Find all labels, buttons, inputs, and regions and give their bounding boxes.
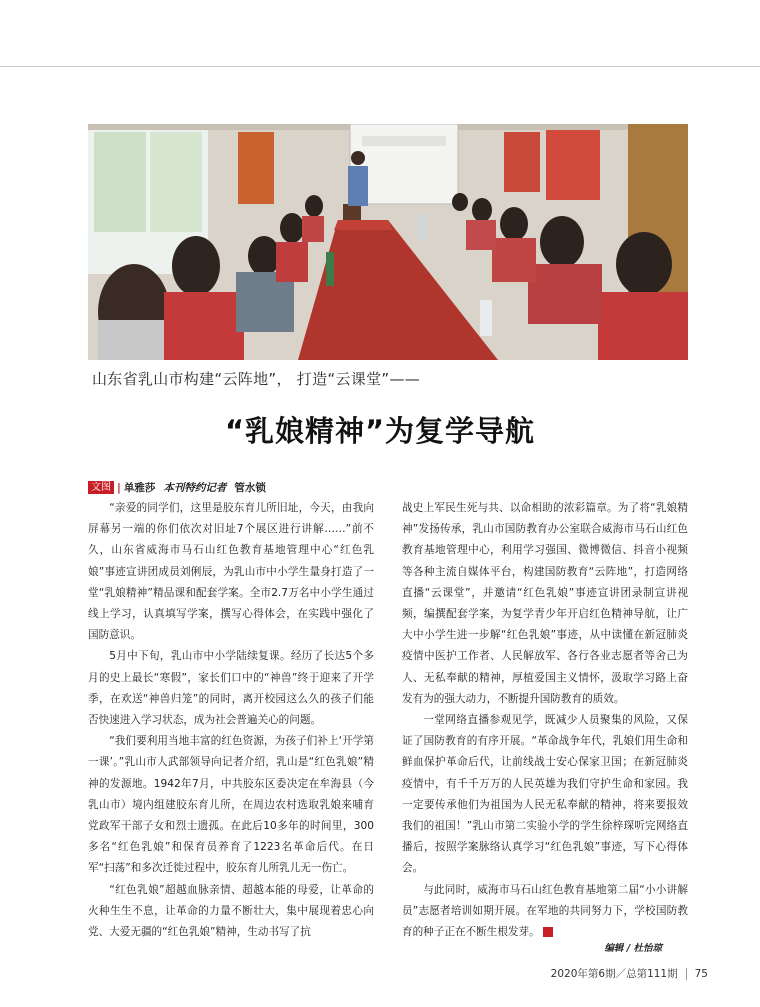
classroom-photo-illustration <box>88 124 688 360</box>
paragraph: “亲爱的同学们，这里是胶东育儿所旧址，今天，由我向屏幕另一端的你们依次对旧址7个展区进行讲解……”前不久，山东省威海市马石山红色教育基地管理中心“红色乳娘”事迹宣讲团成员刘俐辰，为乳山市中小学生量身打造了一堂“乳娘精神”精品课和配套学案。全市2.7万名中小学生通过线上学习，认真填写学案，撰写心得体会，在实践中强化了国防意识。 <box>88 502 374 642</box>
paragraph-last-text: 与此同时，威海市马石山红色教育基地第二届“小小讲解员”志愿者培训如期开展。在军地的共同努力下，学校国防教育的种子正在不断生根发芽。 <box>402 883 688 939</box>
paragraph: “我们要利用当地丰富的红色资源，为孩子们补上‘开学第一课’。”乳山市人武部领导向记者介绍，乳山是“红色乳娘”精神的发源地。1942年7月，中共胶东区委决定在牟海县（今乳山市）境内组建胶东育儿所，在周边农村选取乳娘来哺育党政军干部子女和烈士遗孤。在此后10多年的时间里，300多名“红色乳娘”和保育员养育了1223名革命后代。在日军“扫荡”和多次迁徙过程中，胶东育儿所乳儿无一伤亡。 <box>88 735 374 875</box>
issue-info: 2020年第6期／总第111期 <box>550 968 678 980</box>
byline <box>88 480 274 495</box>
classroom-photo <box>88 124 688 360</box>
byline-separator: | <box>117 481 121 494</box>
left-column <box>88 498 374 943</box>
article-title: “乳娘精神”为复学导航 <box>224 414 536 448</box>
header-rule <box>0 66 760 67</box>
editor-credit: 编辑 / 杜怡琼 <box>604 943 662 954</box>
right-column <box>402 498 688 943</box>
paragraph-last <box>402 880 688 944</box>
paragraph: 战史上军民生死与共、以命相助的浓彩篇章。为了将“乳娘精神”发扬传承，乳山市国防教育办公室联合威海市马石山红色教育基地管理中心，利用学习强国、微博微信、抖音小视频等各种主流自媒体平台，构建国防教育“云阵地”，打造网络直播“云课堂”，并邀请“红色乳娘”事迹宣讲团录制宣讲视频，编撰配套学案，为复学青少年开启红色精神导航，让广大中小学生进一步解“红色乳娘”事迹，从中读懂在新冠肺炎疫情中医护工作者、人民解放军、各行各业志愿者等舍己为人、无私奉献的精神，厚植爱国主义情怀，汲取学习路上奋发有为的强大动力，不断提升国防教育的质效。 <box>402 502 688 705</box>
byline-author: 单雅莎 <box>123 482 156 494</box>
paragraph: 5月中下旬，乳山市中小学陆续复课。经历了长达5个多月的史上最长“寒假”，家长们口中的“神兽”终于迎来了开学季，在欢送“神兽归笼”的同时，离开校园这么久的孩子们能否快速进入学习状态，成为社会普遍关心的问题。 <box>88 650 374 727</box>
byline-coauthor: 管水锁 <box>234 482 266 494</box>
byline-role: 本刊特约记者 <box>163 482 227 494</box>
byline-tag: 文图 <box>88 481 114 494</box>
paragraph: 一堂网络直播参观见学，既减少人员聚集的风险，又保证了国防教育的有序开展。“革命战争年代，乳娘们用生命和鲜血保护革命后代，让前线战士安心保家卫国；在新冠肺炎疫情中，有千千万万的人民英雄为我们守护生命和家园。我一定要传承他们为祖国为人民无私奉献的精神，将来要报效我们的祖国！”乳山市第二实验小学的学生徐梓琛听完网络直播后，按照学案脉络认真学习“红色乳娘”事迹，写下心得体会。 <box>402 714 688 875</box>
paragraph: “红色乳娘”超越血脉亲情、超越本能的母爱，让革命的火种生生不息，让革命的力量不断壮大，集中展现着忠心向党、大爱无疆的“红色乳娘”精神，生动书写了抗 <box>88 883 374 939</box>
end-mark-icon: G <box>543 927 553 937</box>
article-subtitle: 山东省乳山市构建“云阵地”， 打造“云课堂”—— <box>92 370 421 388</box>
footer-divider <box>686 968 687 980</box>
page-footer <box>551 966 708 981</box>
page-number: 75 <box>694 967 708 980</box>
